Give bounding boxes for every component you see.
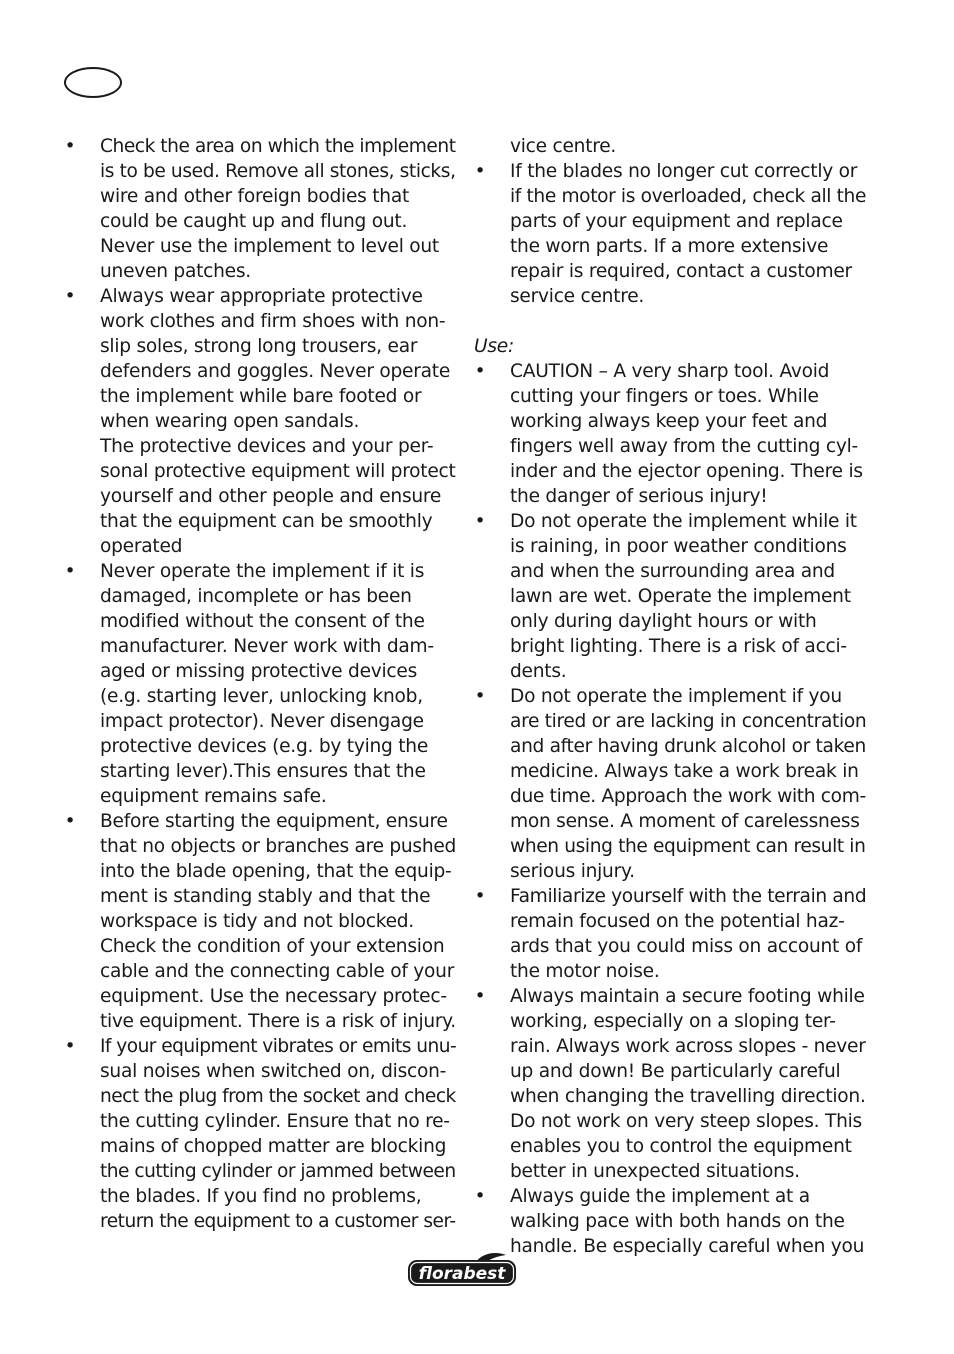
list-item-line: walking pace with both hands on the <box>510 1211 845 1232</box>
list-item-line: ment is standing stably and that the <box>100 886 431 907</box>
list-item-line: Always guide the implement at a <box>510 1186 810 1207</box>
list-item-line: mon sense. A moment of carelessness <box>510 811 860 832</box>
list-item-line: when wearing open sandals. <box>100 411 360 432</box>
list-item-line: the danger of serious injury! <box>510 486 768 507</box>
list-item-line: If the blades no longer cut correctly or <box>510 161 858 182</box>
list-item <box>474 1184 866 1259</box>
bullet-icon: • <box>474 686 486 707</box>
list-item-line: medicine. Always take a work break in <box>510 761 859 782</box>
list-item-line: CAUTION – A very sharp tool. Avoid <box>510 361 830 382</box>
florabest-logo <box>406 1252 518 1288</box>
list-item-line: Check the condition of your extension <box>100 936 445 957</box>
list-item-line: that the equipment can be smoothly <box>100 511 433 532</box>
list-item-line: Always wear appropriate protective <box>100 286 423 307</box>
list-item-line: inder and the ejector opening. There is <box>510 461 863 482</box>
list-item <box>474 159 866 309</box>
bullet-icon: • <box>64 136 76 157</box>
list-item-line: dents. <box>510 661 567 682</box>
list-item-line: equipment remains safe. <box>100 786 327 807</box>
list-item-line: work clothes and firm shoes with non- <box>100 311 446 332</box>
list-item-line: yourself and other people and ensure <box>100 486 442 507</box>
list-item-line: tive equipment. There is a risk of injury. <box>100 1011 456 1032</box>
list-item-line: sual noises when switched on, discon- <box>100 1061 447 1082</box>
continuation-text: vice centre. <box>510 136 617 157</box>
list-item-line: working always keep your feet and <box>510 411 828 432</box>
logo-text: florabest <box>418 1264 506 1284</box>
list-item-line: If your equipment vibrates or emits unu- <box>100 1036 457 1057</box>
list-item-line: service centre. <box>510 286 645 307</box>
list-item-line: is raining, in poor weather conditions <box>510 536 847 557</box>
list-item-line: and after having drunk alcohol or taken <box>510 736 866 757</box>
list-item-line: mains of chopped matter are blocking <box>100 1136 447 1157</box>
list-item-line: cable and the connecting cable of your <box>100 961 455 982</box>
list-item-line: slip soles, strong long trousers, ear <box>100 336 418 357</box>
language-badge <box>64 67 122 98</box>
list-item-line: Never operate the implement if it is <box>100 561 425 582</box>
list-item <box>64 559 456 809</box>
list-item-line: that no objects or branches are pushed <box>100 836 457 857</box>
list-item-line: fingers well away from the cutting cyl- <box>510 436 858 457</box>
section-heading-use: Use: <box>474 336 515 357</box>
bullet-icon: • <box>474 161 486 182</box>
list-item-line: working, especially on a sloping ter- <box>510 1011 836 1032</box>
list-item-line: Do not operate the implement while it <box>510 511 857 532</box>
list-item-line: modified without the consent of the <box>100 611 425 632</box>
list-item-line: the cutting cylinder. Ensure that no re- <box>100 1111 450 1132</box>
list-item-line: better in unexpected situations. <box>510 1161 800 1182</box>
list-item-line: due time. Approach the work with com- <box>510 786 866 807</box>
list-item-line: lawn are wet. Operate the implement <box>510 586 851 607</box>
list-item-line: bright lighting. There is a risk of acci- <box>510 636 847 657</box>
list-item-line: when using the equipment can result in <box>510 836 866 857</box>
list-item-line: equipment. Use the necessary protec- <box>100 986 447 1007</box>
bullet-icon: • <box>474 1186 486 1207</box>
list-item-line: Never use the implement to level out <box>100 236 439 257</box>
list-item-line: return the equipment to a customer ser- <box>100 1211 456 1232</box>
bullet-icon: • <box>64 286 76 307</box>
list-item-line: handle. Be especially careful when you <box>510 1236 865 1257</box>
list-item-line: rain. Always work across slopes - never <box>510 1036 866 1057</box>
list-item-line: Do not operate the implement if you <box>510 686 842 707</box>
list-item-line: damaged, incomplete or has been <box>100 586 412 607</box>
list-item-line: are tired or are lacking in concentration <box>510 711 867 732</box>
list-item-line: the motor noise. <box>510 961 660 982</box>
list-item-line: uneven patches. <box>100 261 251 282</box>
bullet-icon: • <box>474 361 486 382</box>
list-item-line: parts of your equipment and replace <box>510 211 843 232</box>
list-item <box>474 684 866 884</box>
list-item-line: the implement while bare footed or <box>100 386 422 407</box>
list-item <box>64 284 456 559</box>
bullet-icon: • <box>64 561 76 582</box>
list-item-line: remain focused on the potential haz- <box>510 911 845 932</box>
list-item-line: operated <box>100 536 183 557</box>
list-item-line: Familiarize yourself with the terrain and <box>510 886 867 907</box>
list-item-line: could be caught up and flung out. <box>100 211 408 232</box>
list-item-line: the cutting cylinder or jammed between <box>100 1161 456 1182</box>
right-column <box>474 134 866 1259</box>
bullet-icon: • <box>474 986 486 1007</box>
list-item-line: enables you to control the equipment <box>510 1136 852 1157</box>
list-item-line: only during daylight hours or with <box>510 611 817 632</box>
list-item-line: up and down! Be particularly careful <box>510 1061 841 1082</box>
list-item-line: The protective devices and your per- <box>100 436 434 457</box>
list-item-line: if the motor is overloaded, check all the <box>510 186 867 207</box>
bullet-icon: • <box>474 511 486 532</box>
list-item-line: the blades. If you find no problems, <box>100 1186 422 1207</box>
list-item <box>474 884 866 984</box>
list-item-line: impact protector). Never disengage <box>100 711 424 732</box>
list-item-line: and when the surrounding area and <box>510 561 835 582</box>
list-item <box>474 359 866 509</box>
list-item-line: (e.g. starting lever, unlocking knob, <box>100 686 423 707</box>
list-item-line: wire and other foreign bodies that <box>100 186 410 207</box>
list-item-line: sonal protective equipment will protect <box>100 461 456 482</box>
bullet-icon: • <box>64 811 76 832</box>
list-item-line: nect the plug from the socket and check <box>100 1086 456 1107</box>
list-item <box>64 1034 456 1234</box>
list-item-line: Check the area on which the implement <box>100 136 456 157</box>
list-item-line: starting lever).This ensures that the <box>100 761 426 782</box>
list-item <box>474 509 866 684</box>
list-item-line: protective devices (e.g. by tying the <box>100 736 429 757</box>
paragraph-gap <box>474 309 866 334</box>
list-item-line: aged or missing protective devices <box>100 661 418 682</box>
list-item <box>64 134 456 284</box>
list-item-line: the worn parts. If a more extensive <box>510 236 829 257</box>
list-item-line: manufacturer. Never work with dam- <box>100 636 434 657</box>
list-item-line: serious injury. <box>510 861 635 882</box>
list-item-line: is to be used. Remove all stones, sticks, <box>100 161 456 182</box>
right-pre-list <box>474 159 866 309</box>
right-item-list <box>474 359 866 1259</box>
list-item <box>64 809 456 1034</box>
list-item-line: when changing the travelling direction. <box>510 1086 866 1107</box>
list-item-line: Before starting the equipment, ensure <box>100 811 448 832</box>
list-item-line: Always maintain a secure footing while <box>510 986 865 1007</box>
list-item <box>474 984 866 1184</box>
list-item-line: workspace is tidy and not blocked. <box>100 911 414 932</box>
list-item-line: into the blade opening, that the equip- <box>100 861 452 882</box>
bullet-icon: • <box>64 1036 76 1057</box>
list-item-line: Do not work on very steep slopes. This <box>510 1111 862 1132</box>
bullet-icon: • <box>474 886 486 907</box>
list-item-line: defenders and goggles. Never operate <box>100 361 451 382</box>
left-column <box>64 134 456 1234</box>
list-item-line: repair is required, contact a customer <box>510 261 852 282</box>
list-item-line: ards that you could miss on account of <box>510 936 863 957</box>
list-item-line: cutting your fingers or toes. While <box>510 386 819 407</box>
